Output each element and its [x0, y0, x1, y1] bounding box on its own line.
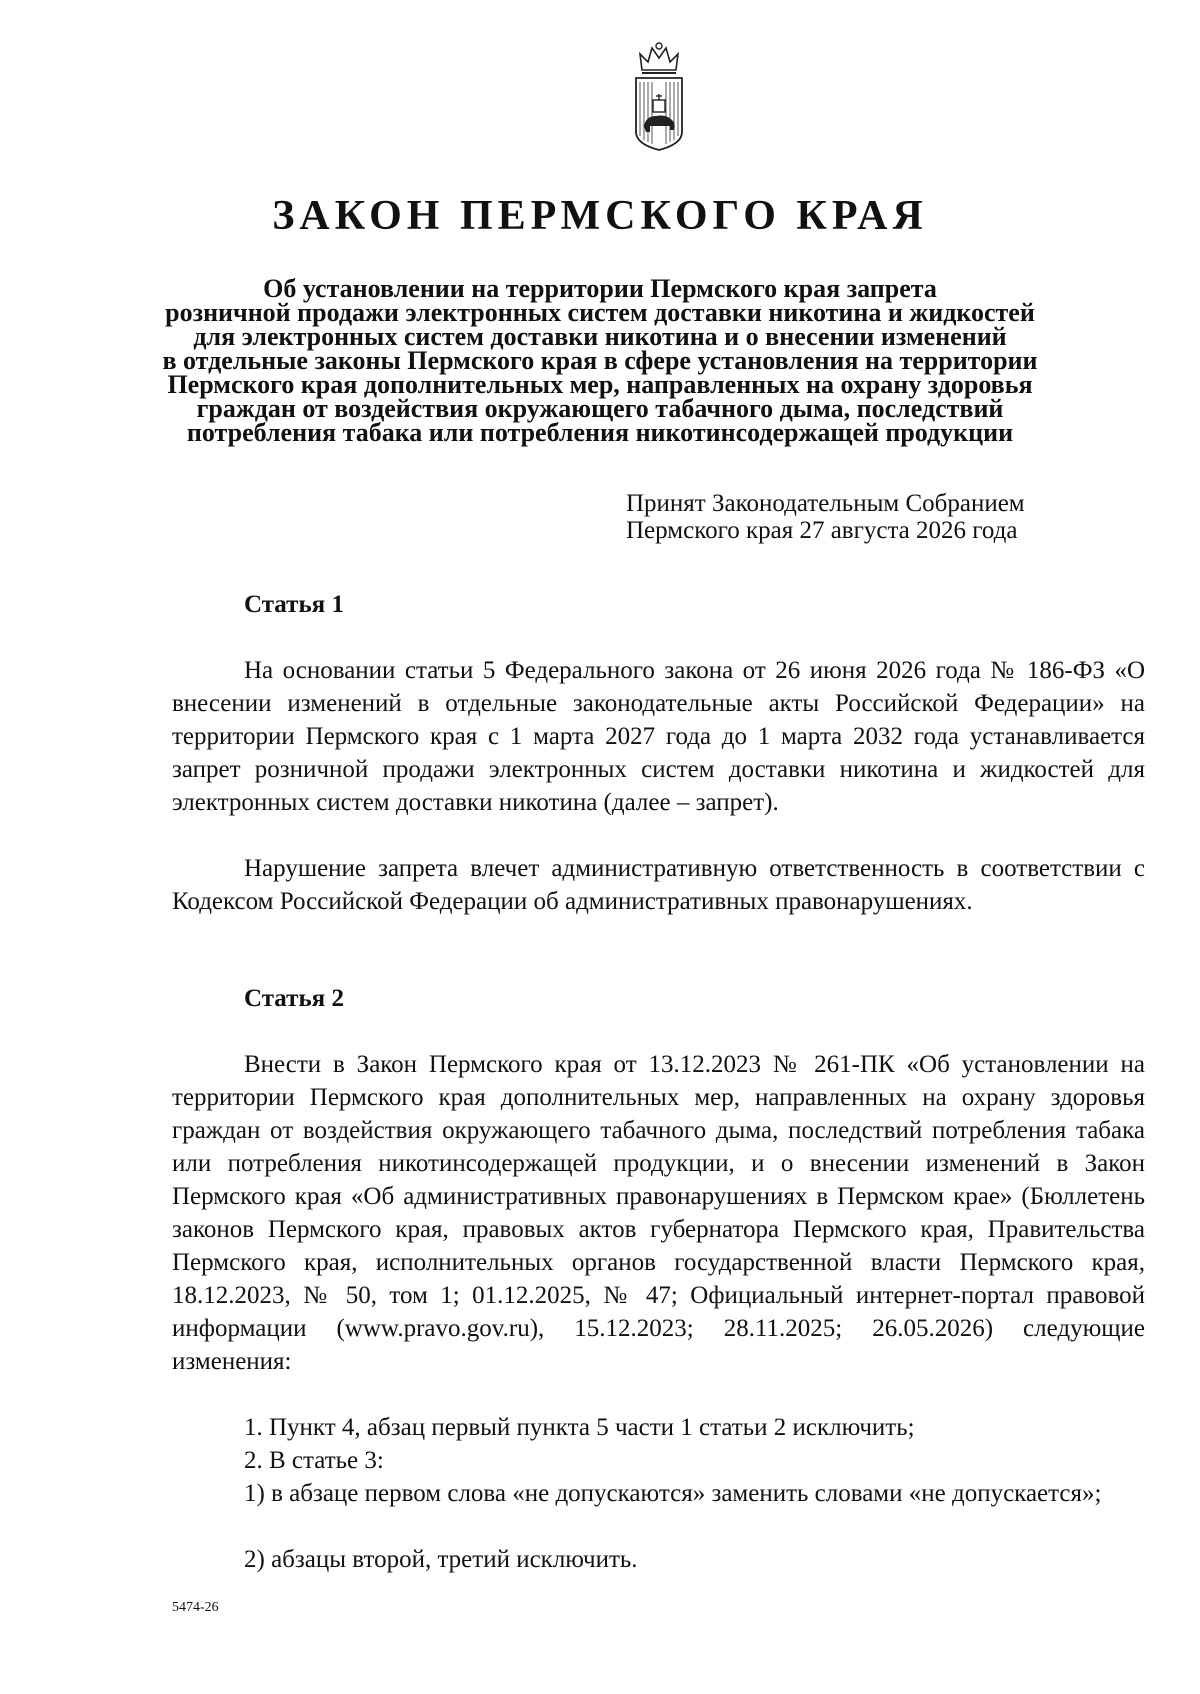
article-2-intro: Внести в Закон Пермского края от 13.12.2023 № 261-ПК «Об установлении на территории Пермского края дополнительных мер, направленных на охрану здоровья граждан от воздействия окружающего табачного дыма, последствий потребления табака или потребления никотинсодержащей продукции, и о внесении изменений в Закон Пермского края «Об административных правонарушениях в Пермском крае» (Бюллетень законов Пермского края, правовых актов губернатора Пермского края, Правительства Пермского края, исполнительных органов государственной власти Пермского края, 18.12.2023, № 50, том 1; 01.12.2025, № 47; Официальный интернет-портал правовой информации (www.pravo.gov.ru), 15.12.2023; 28.11.2025; 26.05.2026) следующие изменения: [172, 1051, 1145, 1375]
amendment-item: 1. Пункт 4, абзац первый пункта 5 части 1 статьи 2 исключить; [244, 1414, 915, 1441]
amendment-item: 2. В статье 3: [244, 1447, 384, 1474]
law-subject [150, 274, 1050, 447]
article-2-heading: Статья 2 [244, 985, 344, 1012]
law-title: ЗАКОН ПЕРМСКОГО КРАЯ [272, 193, 928, 239]
subject-line: Об установлении на территории Пермского края запрета [263, 274, 937, 303]
adoption-line: Пермского края 27 августа 2026 года [626, 517, 1018, 544]
adoption-line: Принят Законодательным Собранием [626, 490, 1025, 517]
adoption-note [626, 490, 1025, 544]
subject-line: потребления табака или потребления никотинсодержащей продукции [186, 418, 1014, 447]
article-1-paragraph: На основании статьи 5 Федерального закона от 26 июня 2026 года № 186-ФЗ «О внесении изменений в отдельные законодательные акты Российской Федерации» на территории Пермского края с 1 марта 2027 года до 1 марта 2032 года устанавливается запрет розничной продажи электронных систем доставки никотина и жидкостей для электронных систем доставки никотина (далее – запрет). [172, 657, 1145, 816]
subject-line: Пермского края дополнительных мер, направленных на охрану здоровья [167, 370, 1033, 399]
amendment-item: 1) в абзаце первом слова «не допускаются» заменить словами «не допускается»; [244, 1480, 1102, 1507]
subject-line: розничной продажи электронных систем доставки никотина и жидкостей [165, 298, 1035, 327]
subject-line: в отдельные законы Пермского края в сфере установления на территории [162, 346, 1038, 375]
subject-line: для электронных систем доставки никотина и о внесении изменений [193, 322, 1007, 351]
amendment-item: 2) абзацы второй, третий исключить. [244, 1546, 638, 1573]
article-1-paragraph: Нарушение запрета влечет административную ответственность в соответствии с Кодексом Российской Федерации об административных правонарушениях. [172, 855, 1145, 915]
subject-line: граждан от воздействия окружающего табачного дыма, последствий [196, 394, 1004, 423]
article-1-heading: Статья 1 [244, 591, 344, 618]
coat-of-arms-icon [630, 40, 688, 152]
document-code: 5474-26 [172, 1600, 219, 1615]
